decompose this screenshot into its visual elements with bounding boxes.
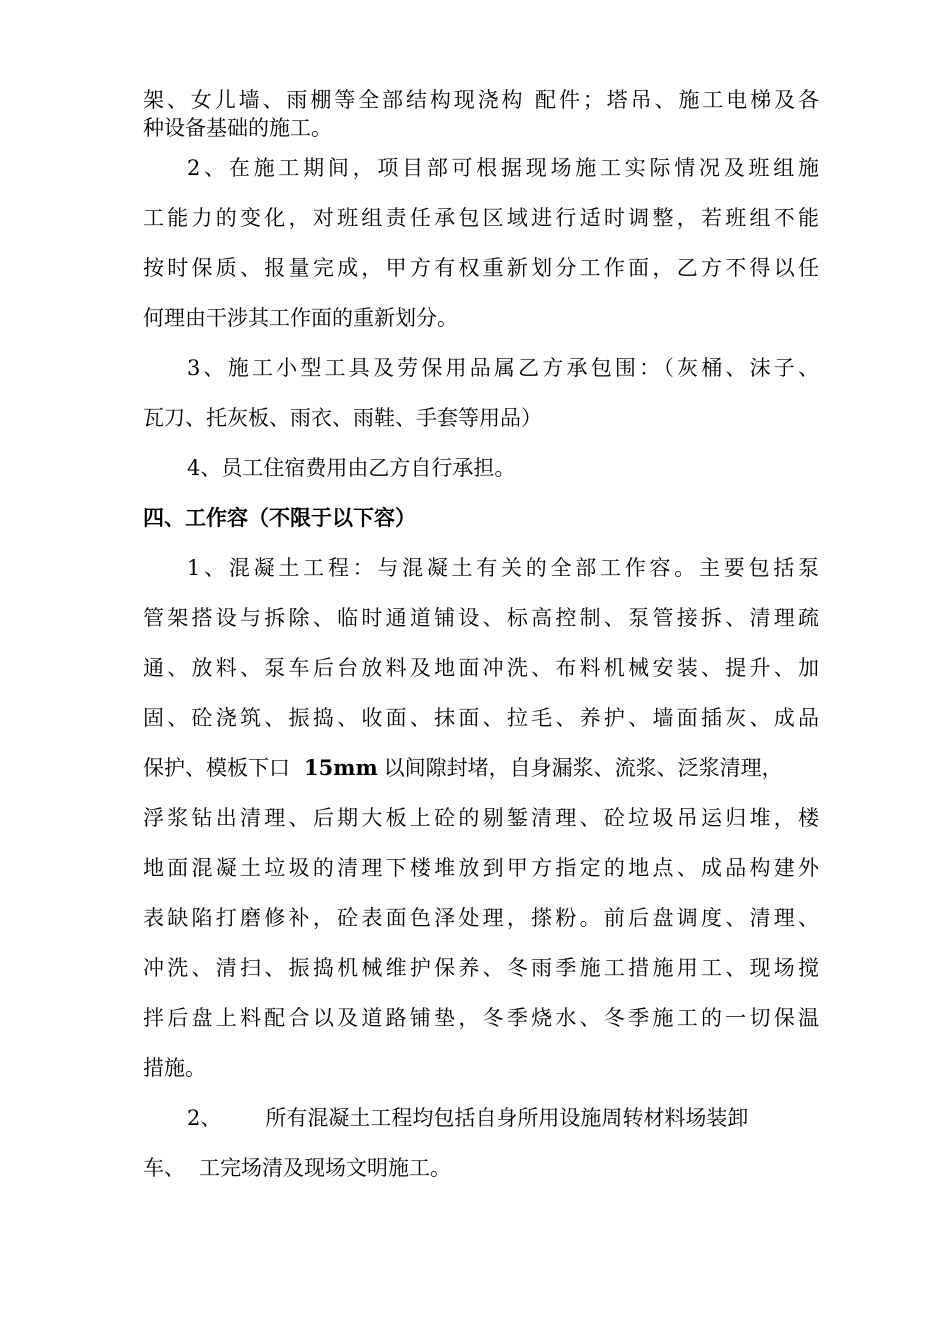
intro-line-1: 架、女儿墙、雨棚等全部结构现浇构 配件；塔吊、施工电梯及各 [143,88,819,112]
work-1-line-3: 通、放料、泵车后台放料及地面冲洗、布料机械安装、提升、加 [143,656,819,680]
work-2-line-2-part-b: 工完场清及现场文明施工。 [199,1156,451,1180]
item-2-line-4: 何理由干涉其工作面的重新划分。 [143,306,458,330]
item-2-line-1: 2、在施工期间，项目部可根据现场施工实际情况及班组施 [187,156,819,180]
item-2-line-2: 工能力的变化，对班组责任承包区域进行适时调整，若班组不能 [143,206,819,230]
work-1-line-5-part-c: 以间隙封堵，自身漏浆、流浆、泛浆清理， [383,756,783,780]
work-1-line-6: 浮浆钻出清理、后期大板上砼的剔錾清理、砼垃圾吊运归堆，楼 [143,806,819,830]
work-2-line-1 [143,1106,819,1130]
item-2-line-3: 按时保质、报量完成，甲方有权重新划分工作面，乙方不得以任 [143,256,819,280]
work-1-line-5-measure: 15mm [304,756,378,780]
item-3-line-1: 3、施工小型工具及劳保用品属乙方承包围：（灰桶、沫子、 [187,356,819,380]
work-1-line-11: 措施。 [143,1056,206,1080]
intro-line-2: 种设备基础的施工。 [143,116,332,140]
work-1-line-10: 拌后盘上料配合以及道路铺垫，冬季烧水、冬季施工的一切保温 [143,1006,819,1030]
work-2-number: 2、 [187,1106,222,1130]
work-1-line-5 [143,756,819,780]
work-2-line-2 [143,1156,819,1180]
work-1-line-8: 表缺陷打磨修补，砼表面色泽处理，搽粉。前后盘调度、清理、 [143,906,819,930]
work-1-line-4: 固、砼浇筑、振捣、收面、抹面、拉毛、养护、墙面插灰、成品 [143,706,819,730]
work-1-line-9: 冲洗、清扫、振捣机械维护保养、冬雨季施工措施用工、现场搅 [143,956,819,980]
section-4-heading: 四、工作容（不限于以下容） [143,506,416,530]
work-1-line-5-part-a: 保护、模板下口 [143,756,290,780]
item-4-line-1: 4、员工住宿费用由乙方自行承担。 [187,456,516,480]
item-3-line-2: 瓦刀、托灰板、雨衣、雨鞋、手套等用品） [143,406,542,430]
work-2-line-2-part-a: 车、 [143,1156,185,1180]
work-2-line-1-text: 所有混凝土工程均包括自身所用设施周转材料场装卸 [265,1106,749,1130]
work-1-line-1: 1、混凝土工程：与混凝土有关的全部工作容。主要包括泵 [187,556,819,580]
work-1-line-2: 管架搭设与拆除、临时通道铺设、标高控制、泵管接拆、清理疏 [143,606,819,630]
work-1-line-7: 地面混凝土垃圾的清理下楼堆放到甲方指定的地点、成品构建外 [143,856,819,880]
